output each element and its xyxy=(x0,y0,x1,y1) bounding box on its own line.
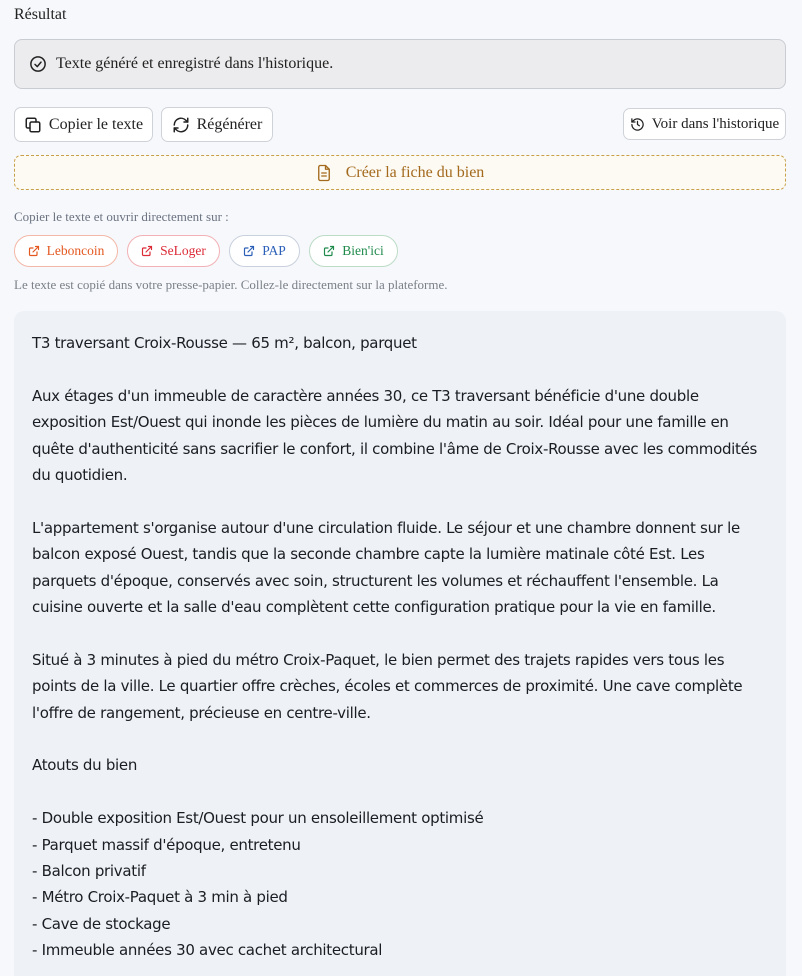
feature-item: - Immeuble années 30 avec cachet architectural xyxy=(32,941,383,960)
view-history-label: Voir dans l'historique xyxy=(651,115,780,132)
create-listing-sheet-label: Créer la fiche du bien xyxy=(345,163,485,181)
section-title: Résultat xyxy=(14,6,67,23)
document-icon xyxy=(316,164,332,182)
regenerate-label: Régénérer xyxy=(196,115,263,133)
platforms-label: Copier le texte et ouvrir directement sur : xyxy=(14,209,229,224)
external-link-icon xyxy=(243,245,255,257)
external-link-icon xyxy=(323,245,335,257)
view-history-button[interactable] xyxy=(623,108,786,140)
listing-paragraph: L'appartement s'organise autour d'une circulation fluide. Le séjour et une chambre donnent sur le balcon exposé Ouest, tandis que la seconde chambre capte la lumière matinale côté Est. Les parquets d'époque, conservés avec soin, structurent les volumes et réchauffent l'ensemble. La cuisine ouverte et la salle d'eau complètent cette configuration pratique pour la vie en famille. xyxy=(32,518,740,617)
check-circle-icon xyxy=(29,55,47,73)
platform-bienici-button[interactable] xyxy=(309,235,398,267)
features-heading: Atouts du bien xyxy=(32,756,138,775)
history-icon xyxy=(630,117,645,132)
features-list xyxy=(32,805,768,963)
feature-item: - Double exposition Est/Ouest pour un ensoleillement optimisé xyxy=(32,809,484,828)
platform-pap-button[interactable] xyxy=(229,235,300,267)
generated-text-box xyxy=(14,311,786,976)
feature-item: - Cave de stockage xyxy=(32,914,171,933)
listing-paragraph: Aux étages d'un immeuble de caractère années 30, ce T3 traversant bénéficie d'une double exposition Est/Ouest qui inonde les pièces de lumière du matin au soir. Idéal pour une famille en quête d'authenticité sans sacrifier le confort, il combine l'âme de Croix-Rousse avec les commodités du quotidien. xyxy=(32,386,758,485)
copy-text-button[interactable] xyxy=(14,107,153,142)
platform-seloger-button[interactable] xyxy=(127,235,220,267)
alert-message: Texte généré et enregistré dans l'historique. xyxy=(56,55,334,72)
regenerate-button[interactable] xyxy=(161,107,273,142)
listing-title: T3 traversant Croix-Rousse — 65 m², balcon, parquet xyxy=(32,334,417,352)
success-alert xyxy=(14,39,786,89)
feature-item: - Parquet massif d'époque, entretenu xyxy=(32,835,301,854)
platform-seloger-label: SeLoger xyxy=(160,243,206,258)
refresh-icon xyxy=(172,116,190,134)
copy-icon xyxy=(24,116,42,134)
create-listing-sheet-button[interactable] xyxy=(14,155,786,190)
listing-paragraph: Situé à 3 minutes à pied du métro Croix-Paquet, le bien permet des trajets rapides vers tous les points de la ville. Le quartier offre crèches, écoles et commerces de proximité. Une cave complète l'offre de rangement, précieuse en centre-ville. xyxy=(32,650,743,722)
feature-item: - Balcon privatif xyxy=(32,862,146,881)
feature-item: - Métro Croix-Paquet à 3 min à pied xyxy=(32,888,288,907)
external-link-icon xyxy=(141,245,153,257)
platform-leboncoin-label: Leboncoin xyxy=(46,243,105,258)
platform-pap-label: PAP xyxy=(262,243,286,258)
copy-text-label: Copier le texte xyxy=(48,115,144,133)
clipboard-note: Le texte est copié dans votre presse-papier. Collez-le directement sur la plateforme. xyxy=(14,277,448,292)
platform-leboncoin-button[interactable] xyxy=(14,235,118,267)
external-link-icon xyxy=(28,245,40,257)
platform-bienici-label: Bien'ici xyxy=(342,243,384,258)
